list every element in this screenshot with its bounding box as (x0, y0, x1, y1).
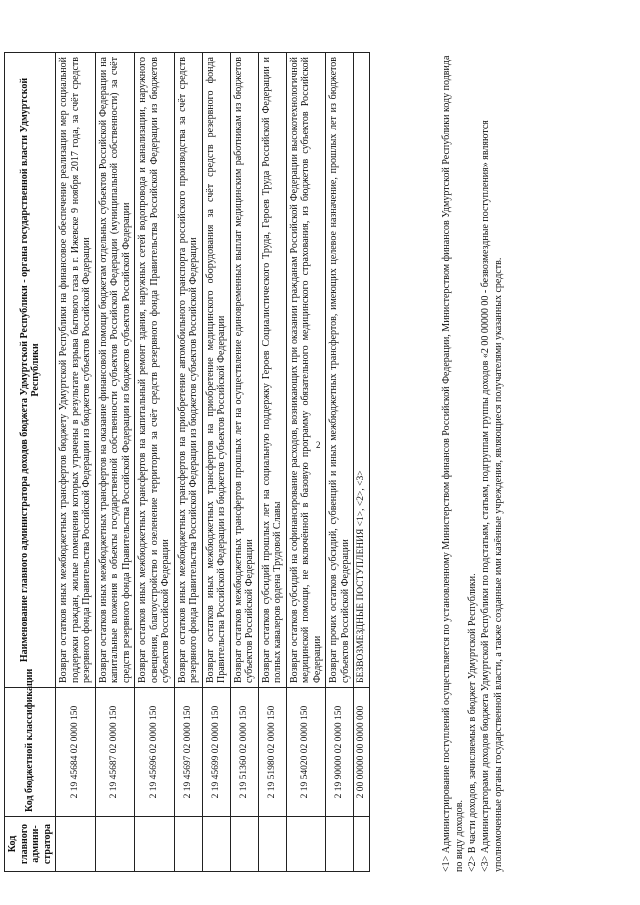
footnote-1: <1> Администрирование поступлений осуществляется по установленному Министерством финансов Российской Федерации, Министерством финансов Удмуртской Республики коду подвида по виду доходов. (441, 55, 465, 872)
row-name: Возврат остатков иных межбюджетных трансфертов бюджету Удмуртской Республики на финансовое обеспечение реализации мер социальной поддержки граждан, жилые помещения которых утрачены в результате взрыва бытового газа в г. Ижевске 9 ноября 2017 года, за счёт средств резервного фонда Правительства Российской Федерации из бюджетов субъектов Российской Федерации (56, 53, 96, 688)
header-budget-code: Код бюджетной классификации (5, 688, 56, 817)
table-row (135, 53, 175, 872)
row-name: Возврат остатков межбюджетных трансфертов прошлых лет на осуществление единовременных выплат медицинским работникам из бюджетов субъектов Российской Федерации (230, 53, 258, 688)
row-admin-code (326, 817, 354, 872)
row-admin-code (174, 817, 202, 872)
total-budget-code: 2 00 00000 00 0000 000 (354, 688, 370, 817)
row-name: Возврат остатков субсидий прошлых лет на социальную поддержку Героев Социалистического Труда, Героев Труда Российской Федерации и полных кавалеров ордена Трудовой Славы (258, 53, 286, 688)
row-admin-code (230, 817, 258, 872)
table-total-row (354, 53, 370, 872)
row-admin-code (56, 817, 96, 872)
row-budget-code: 2 19 45697 02 0000 150 (174, 688, 202, 817)
total-name: БЕЗВОЗМЕЗДНЫЕ ПОСТУПЛЕНИЯ <1>, <2>, <3> (354, 53, 370, 688)
header-admin-code: Код главного админи-стратора (5, 817, 56, 872)
footnotes (440, 52, 505, 872)
row-name: Возврат прочих остатков субсидий, субвенций и иных межбюджетных трансфертов, имеющих целевое назначение, прошлых лет из бюджетов субъектов Российской Федерации (326, 53, 354, 688)
row-admin-code (95, 817, 135, 872)
table-row (326, 53, 354, 872)
row-name: Возврат остатков иных межбюджетных трансфертов на оказание финансовой помощи бюджетам отдельных субъектов Российской Федерации на капитальные вложения в объекты государственной собственности субъектов Российской Федерации (муниципальной собственности) за счёт средств резервного фонда Правительства Российской Федерации из бюджетов субъектов Российской Федерации (95, 53, 135, 688)
header-name: Наименование главного администратора доходов бюджета Удмуртской Республики - органа государственной власти Удмуртской Республики (5, 53, 56, 688)
table-row (258, 53, 286, 872)
row-budget-code: 2 19 45687 02 0000 150 (95, 688, 135, 817)
row-budget-code: 2 19 51980 02 0000 150 (258, 688, 286, 817)
row-budget-code: 2 19 51360 02 0000 150 (230, 688, 258, 817)
table-row (286, 53, 326, 872)
row-budget-code: 2 19 45696 02 0000 150 (135, 688, 175, 817)
total-admin-code (354, 817, 370, 872)
row-name: Возврат остатков иных межбюджетных трансфертов на капитальный ремонт здания, наружных сетей водопровода и канализации, наружного освещения, благоустройство и озеленение территории за счёт средств резервного фонда Правительства Российской Федерации из бюджетов субъектов Российской Федерации (135, 53, 175, 688)
table-row (56, 53, 96, 872)
table-row (174, 53, 202, 872)
row-budget-code: 2 19 90000 02 0000 150 (326, 688, 354, 817)
table-header-row (5, 53, 56, 872)
row-admin-code (202, 817, 230, 872)
footnote-2: <2> В части доходов, зачисляемых в бюджет Удмуртской Республики. (467, 573, 478, 872)
row-budget-code: 2 19 45699 02 0000 150 (202, 688, 230, 817)
row-budget-code: 2 19 54020 02 0000 150 (286, 688, 326, 817)
row-admin-code (258, 817, 286, 872)
row-name: Возврат остатков иных межбюджетных трансфертов на приобретение автомобильного транспорта российского производства за счёт средств резервного фонда Правительства Российской Федерации из бюджетов субъектов Российской Федерации (174, 53, 202, 688)
row-admin-code (135, 817, 175, 872)
revenue-admin-table (4, 52, 370, 872)
rotated-page-content (0, 20, 520, 880)
table-row (202, 53, 230, 872)
page-number: 2 (316, 440, 321, 450)
table-row (95, 53, 135, 872)
footnote-3: <3> Администраторами доходов бюджета Удмуртской Республики по подстатьям, статьям, подгруппам группы доходов «2 00 00000 00 - безвозмездные поступления» являются уполномоченные органы государственной власти, а также созданные ими казённые учреждения, являющиеся получателями указанных средств. (480, 120, 504, 872)
row-budget-code: 2 19 45684 02 0000 150 (56, 688, 96, 817)
table-row (230, 53, 258, 872)
row-name: Возврат остатков субсидий на софинансирование расходов, возникающих при оказании гражданам Российской Федерации высокотехнологичной медицинской помощи, не включённой в базовую программу обязательного медицинского страхования, из бюджетов субъектов Российской Федерации (286, 53, 326, 688)
row-admin-code (286, 817, 326, 872)
row-name: Возврат остатков иных межбюджетных трансфертов на приобретение медицинского оборудования за счёт средств резервного фонда Правительства Российской Федерации из бюджетов субъектов Российской Федерации (202, 53, 230, 688)
